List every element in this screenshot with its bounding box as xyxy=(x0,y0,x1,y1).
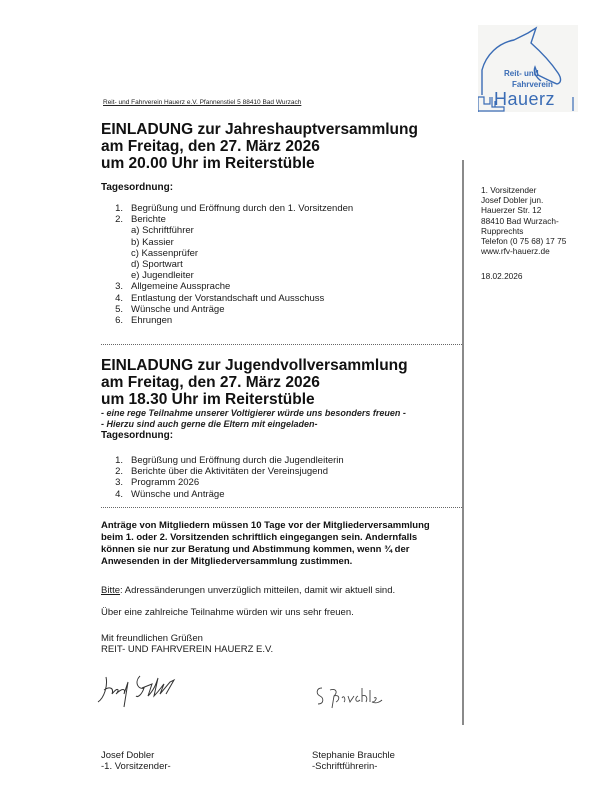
closing-org: REIT- UND FAHRVEREIN HAUERZ E.V. xyxy=(101,644,274,656)
agenda-subitem xyxy=(109,225,353,236)
section2-title-line: um 18.30 Uhr im Reiterstüble xyxy=(101,391,315,408)
agenda-item-number: 4. xyxy=(115,488,123,500)
motions-line: Anträge von Mitgliedern müssen 10 Tage vor der Mitgliederversammlung xyxy=(101,520,430,531)
agenda-item-text: Ehrungen xyxy=(131,315,173,327)
vertical-divider xyxy=(462,160,464,725)
agenda-subitem-text: c) Kassenprüfer xyxy=(131,247,199,259)
agenda-item-number: 2. xyxy=(115,466,123,478)
sidebar-line: Telefon (0 75 68) 17 75 xyxy=(481,236,567,247)
agenda-item-text: Programm 2026 xyxy=(131,477,200,489)
section2-agenda-label: Tagesordnung: xyxy=(101,430,174,441)
logo-text-line1: Reit- und xyxy=(504,69,539,78)
agenda-item-text: Wünsche und Anträge xyxy=(131,488,225,500)
sidebar-line: Hauerzer Str. 12 xyxy=(481,205,542,216)
agenda-item-number: 6. xyxy=(115,315,123,327)
agenda-item-text: Berichte über die Aktivitäten der Vereinsjugend xyxy=(131,466,328,478)
sidebar-website: www.rfv-hauerz.de xyxy=(481,246,550,257)
agenda-item-number: 1. xyxy=(115,203,123,214)
sidebar-line: 88410 Bad Wurzach- xyxy=(481,215,559,226)
section-divider xyxy=(101,344,462,345)
agenda-subitem xyxy=(109,259,353,270)
agenda-subitem xyxy=(109,270,353,281)
agenda-subitem-text: e) Jugendleiter xyxy=(131,270,194,282)
agenda-item-number: 1. xyxy=(115,455,123,466)
section1-agenda-list xyxy=(109,203,353,326)
motions-line: können sie nur zur Beratung und Abstimmung kommen, wenn ¾ der xyxy=(101,544,410,555)
agenda-item xyxy=(109,304,353,315)
section1-title-line: EINLADUNG zur Jahreshauptversammlung xyxy=(101,121,418,138)
address-change-note xyxy=(101,585,395,596)
agenda-item xyxy=(109,466,344,477)
letter-date: 18.02.2026 xyxy=(481,271,523,281)
logo-text-line2: Fahrverein xyxy=(512,80,553,89)
agenda-subitem-text: a) Schriftführer xyxy=(131,225,194,237)
agenda-item-number: 2. xyxy=(115,214,123,226)
agenda-item xyxy=(109,214,353,225)
agenda-subitem xyxy=(109,237,353,248)
agenda-item xyxy=(109,293,353,304)
agenda-item xyxy=(109,315,353,326)
closing-greeting: Mit freundlichen Grüßen xyxy=(101,633,203,644)
signatory-role: -Schriftführerin- xyxy=(312,761,378,773)
sidebar-line: Rupprechts xyxy=(481,225,524,236)
agenda-item xyxy=(109,477,344,488)
logo-text-line3: Hauerz xyxy=(494,89,556,109)
section2-title-line: am Freitag, den 27. März 2026 xyxy=(101,374,320,391)
signatory-2 xyxy=(312,750,395,772)
club-logo xyxy=(478,25,578,112)
agenda-subitem-text: b) Kassier xyxy=(131,236,174,248)
agenda-subitem-text: d) Sportwart xyxy=(131,259,183,271)
participation-note: Über eine zahlreiche Teilnahme würden wir uns sehr freuen. xyxy=(101,607,354,618)
agenda-item xyxy=(109,489,344,500)
agenda-subitem xyxy=(109,248,353,259)
sidebar-line: 1. Vorsitzender xyxy=(481,185,537,195)
signatory-role: -1. Vorsitzender- xyxy=(101,761,171,773)
sidebar-line: Josef Dobler jun. xyxy=(481,195,544,206)
section2-note: - Hierzu sind auch gerne die Eltern mit eingeladen- xyxy=(101,419,318,429)
agenda-item-number: 5. xyxy=(115,303,123,315)
closing xyxy=(101,633,273,655)
sidebar-contact xyxy=(481,185,566,256)
sender-address-line: Reit- und Fahrverein Hauerz e.V. Pfannenstiel 5 88410 Bad Wurzach xyxy=(103,99,302,106)
agenda-item-text: Wünsche und Anträge xyxy=(131,303,225,315)
agenda-item-number: 3. xyxy=(115,281,123,293)
section2-heading xyxy=(101,357,408,408)
signatory-1 xyxy=(101,750,171,772)
section1-agenda-label: Tagesordnung: xyxy=(101,182,174,193)
section1-title-line: um 20.00 Uhr im Reiterstüble xyxy=(101,155,315,172)
bitte-text: : Adressänderungen unverzüglich mitteilen, damit wir aktuell sind. xyxy=(120,585,396,596)
section-divider xyxy=(101,507,462,508)
motions-line: beim 1. oder 2. Vorsitzenden schriftlich eingegangen sein. Andernfalls xyxy=(101,532,418,543)
section1-heading xyxy=(101,121,418,172)
agenda-item xyxy=(109,203,353,214)
agenda-item-text: Berichte xyxy=(131,214,166,226)
signatory-name: Josef Dobler xyxy=(101,750,155,761)
agenda-item-text: Entlastung der Vorstandschaft und Ausschuss xyxy=(131,292,325,304)
section2-title-line: EINLADUNG zur Jugendvollversammlung xyxy=(101,357,408,374)
bitte-label: Bitte xyxy=(101,585,121,596)
agenda-item xyxy=(109,281,353,292)
agenda-item-text: Begrüßung und Eröffnung durch den 1. Vorsitzenden xyxy=(131,203,354,214)
motions-line: Anwesenden in der Mitgliederversammlung zustimmen. xyxy=(101,556,353,567)
agenda-item-text: Begrüßung und Eröffnung durch die Jugendleiterin xyxy=(131,455,344,466)
section2-note: - eine rege Teilnahme unserer Voltigierer würde uns besonders freuen - xyxy=(101,408,406,418)
agenda-item-number: 4. xyxy=(115,292,123,304)
agenda-item-text: Allgemeine Aussprache xyxy=(131,281,231,293)
signatory-name: Stephanie Brauchle xyxy=(312,750,395,761)
signature-josef-dobler xyxy=(96,672,206,712)
agenda-item xyxy=(109,455,344,466)
agenda-item-number: 3. xyxy=(115,477,123,489)
section2-agenda-list xyxy=(109,455,344,500)
section1-title-line: am Freitag, den 27. März 2026 xyxy=(101,138,320,155)
motions-paragraph xyxy=(101,520,430,568)
signature-stephanie-brauchle xyxy=(314,684,389,712)
section2-notes xyxy=(101,408,406,430)
